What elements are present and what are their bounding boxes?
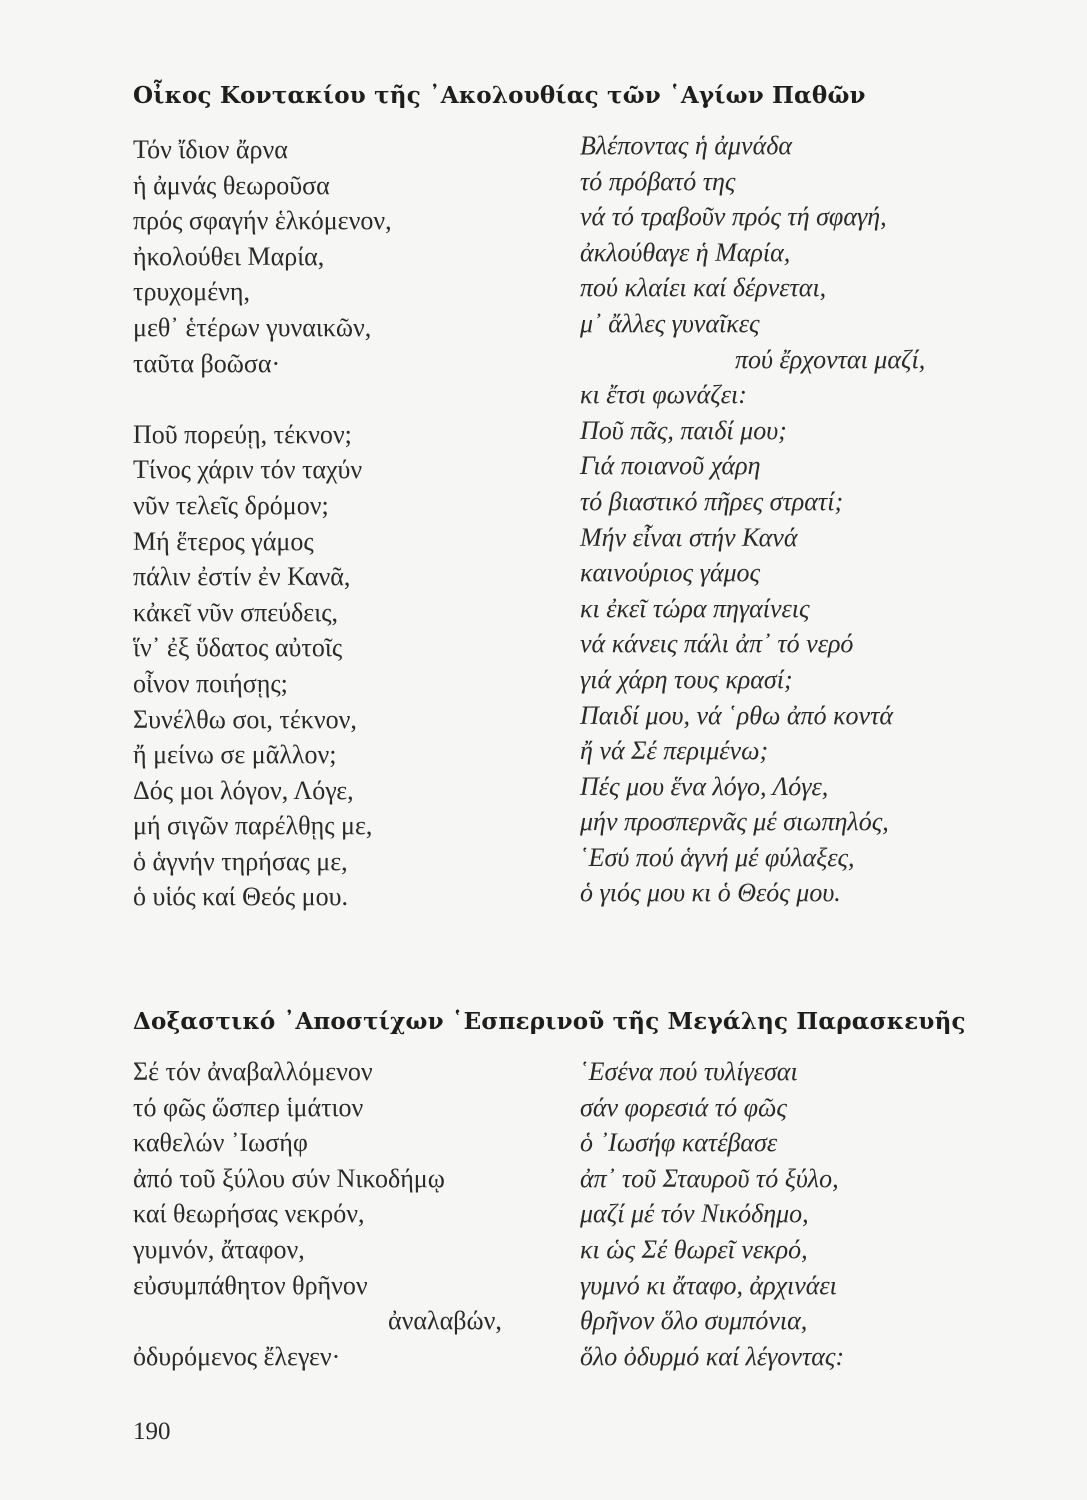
verse-line: Δός μοι λόγον, Λόγε, [133,775,354,805]
verse-line: σάν φορεσιά τό φῶς [580,1092,787,1122]
verse-line: Παιδί μου, νά ῾ρθω ἀπό κοντά [580,700,894,730]
verse-line: οἶνον ποιήσῃς; [133,668,288,698]
verse-line: Μή ἕτερος γάμος [133,526,314,556]
verse-line: Τόν ἴδιον ἄρνα [133,135,288,164]
verse-line: ἀπό τοῦ ξύλου σύν Νικοδήμῳ [133,1163,445,1193]
verse-line: γυμνόν, ἄταφον, [133,1234,305,1264]
verse-line: Γιά ποιανοῦ χάρη [580,451,761,481]
verse-line: Σέ τόν ἀναβαλλόμενον [133,1057,373,1086]
verse-line: ταῦτα βοῶσα· [133,348,281,378]
verse-line: κι ἐκεῖ τώρα πηγαίνεις [580,593,810,623]
verse-line: γυμνό κι ἄταφο, ἀρχινάει [580,1270,837,1300]
verse-line: νά κάνεις πάλι ἀπ᾿ τό νερό [580,629,854,659]
verse-line: μεθ᾿ ἑτέρων γυναικῶν, [133,312,372,342]
verse-line: γιά χάρη τους κρασί; [580,664,793,694]
verse-line: κι ἔτσι φωνάζει: [580,380,747,410]
page-number: 190 [133,1418,171,1445]
verse-line: ἤ νά Σέ περιμένω; [580,736,769,766]
verse-line: ἀπ᾿ τοῦ Σταυροῦ τό ξύλο, [580,1163,839,1193]
verse-line: ἀναλαβών, [388,1306,502,1336]
verse-line: ῾Εσύ πού ἁγνή μέ φύλαξες, [580,842,855,872]
verse-line: τό πρόβατό της [580,166,736,196]
verse-line: ἡ ἀμνάς θεωροῦσα [133,170,330,200]
verse-line: τό βιαστικό πῆρες στρατί; [580,486,844,516]
verse-line: πάλιν ἐστίν ἐν Κανᾶ, [133,562,351,592]
verse-line: Ποῦ πᾶς, παιδί μου; [580,415,787,445]
section-2-heading: Δοξαστικό ᾿Αποστίχων ῾Εσπερινοῦ τῆς Μεγάλης Παρασκευῆς [133,1008,966,1035]
verse-line: καί θεωρήσας νεκρόν, [133,1199,365,1229]
section-2-translation [580,1054,844,1374]
verse-line: πού ἔρχονται μαζί, [735,344,926,374]
section-1-original-text [133,132,392,915]
verse-line: ὁ γιός μου κι ὁ Θεός μου. [580,878,841,908]
section-2-original-text [133,1054,502,1374]
verse-line: ῾Εσένα πού τυλίγεσαι [580,1057,798,1086]
verse-line: ὁ ἁγνήν τηρήσας με, [133,846,348,876]
verse-line: καινούριος γάμος [580,558,761,588]
verse-line: εὐσυμπάθητον θρῆνον [133,1270,368,1300]
verse-line: πού κλαίει καί δέρνεται, [580,273,827,303]
verse-line [133,381,392,417]
verse-line: Τίνος χάριν τόν ταχύν [133,455,363,485]
verse-line: νῦν τελεῖς δρόμον; [133,490,329,520]
verse-line: Πές μου ἕνα λόγο, Λόγε, [580,771,829,801]
verse-line: Μήν εἶναι στήν Κανά [580,522,798,552]
verse-line: Βλέποντας ἡ ἀμνάδα [580,131,792,160]
section-1-heading: Οἶκος Κοντακίου τῆς ᾿Ακολουθίας τῶν ῾Αγίων Παθῶν [133,82,866,109]
verse-line: πρός σφαγήν ἑλκόμενον, [133,206,392,236]
verse-line: νά τό τραβοῦν πρός τή σφαγή, [580,202,887,232]
verse-line: Συνέλθω σοι, τέκνον, [133,704,357,734]
verse-line: τρυχομένη, [133,277,250,307]
verse-line: κἀκεῖ νῦν σπεύδεις, [133,597,339,627]
verse-line: ὁ υἱός καί Θεός μου. [133,882,348,912]
verse-line: ἀκλούθαγε ἡ Μαρία, [580,237,791,267]
verse-line: θρῆνον ὅλο συμπόνια, [580,1306,808,1336]
verse-line: ἤ μείνω σε μᾶλλον; [133,740,337,770]
verse-line: ὀδυρόμενος ἔλεγεν· [133,1341,341,1371]
verse-line: κι ὡς Σέ θωρεῖ νεκρό, [580,1234,808,1264]
verse-line: μ᾿ ἄλλες γυναῖκες [580,308,760,338]
section-1-translation [580,128,925,911]
verse-line: ὁ ᾿Ιωσήφ κατέβασε [580,1128,778,1158]
verse-line: Ποῦ πορεύῃ, τέκνον; [133,419,352,449]
verse-line: ἠκολούθει Μαρία, [133,241,325,271]
verse-line: μή σιγῶν παρέλθῃς με, [133,811,373,841]
verse-line: ὅλο ὀδυρμό καί λέγοντας: [580,1341,845,1371]
verse-line: μήν προσπερνᾶς μέ σιωπηλός, [580,807,889,837]
verse-line: μαζί μέ τόν Νικόδημο, [580,1199,809,1229]
verse-line: ἵν᾿ ἐξ ὕδατος αὐτοῖς [133,633,343,663]
verse-line: τό φῶς ὥσπερ ἱμάτιον [133,1092,364,1122]
verse-line: καθελών ᾿Ιωσήφ [133,1128,308,1158]
